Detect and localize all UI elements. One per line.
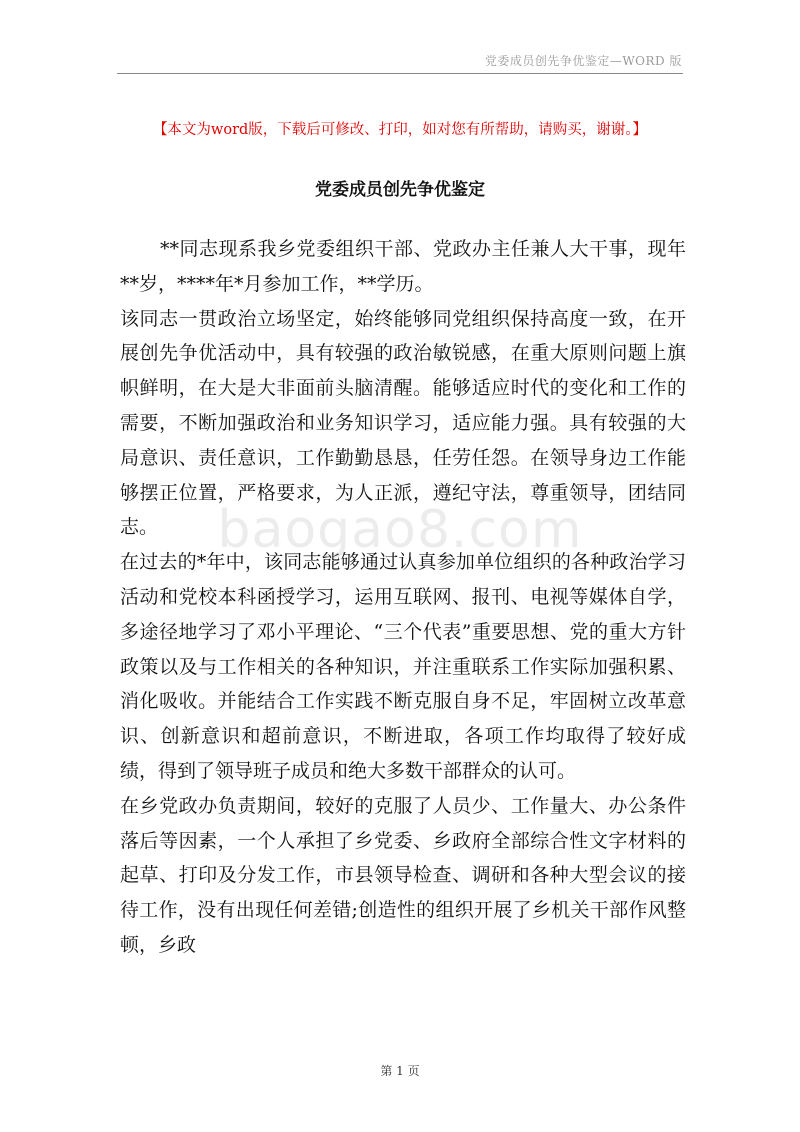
watermark: baogao8.com: [217, 500, 583, 560]
purchase-notice: 【本文为word版，下载后可修改、打印，如对您有所帮助，请购买，谢谢。】: [152, 122, 648, 138]
paragraph-intro: **同志现系我乡党委组织干部、党政办主任兼人大干事，现年**岁，****年*月参加工作，**学历。: [120, 238, 686, 295]
document-title: 党委成员创先争优鉴定: [315, 180, 485, 200]
running-header: 党委成员创先争优鉴定—WORD 版: [484, 54, 682, 68]
paragraph-political-stance: 该同志一贯政治立场坚定，始终能够同党组织保持高度一致，在开展创先争优活动中，具有较强的政治敏锐感，在重大原则问题上旗帜鲜明，在大是大非面前头脑清醒。能够适应时代的变化和工作的需要，不断加强政治和业务知识学习，适应能力强。具有较强的大局意识、责任意识，工作勤勤恳恳，任劳任怨。在领导身边工作能够摆正位置，严格要求，为人正派，遵纪守法，尊重领导，团结同志。: [120, 307, 686, 539]
paragraph-study: 在过去的*年中，该同志能够通过认真参加单位组织的各种政治学习活动和党校本科函授学习，运用互联网、报刊、电视等媒体自学，多途径地学习了邓小平理论、“三个代表”重要思想、党的重大方针政策以及与工作相关的各种知识，并注重联系工作实际加强积累、消化吸收。并能结合工作实践不断克服自身不足，牢固树立改革意识、创新意识和超前意识，不断进取，各项工作均取得了较好成绩，得到了领导班子成员和绝大多数干部群众的认可。: [120, 551, 686, 782]
paragraph-office-work: 在乡党政办负责期间，较好的克服了人员少、工作量大、办公条件落后等因素，一个人承担了乡党委、乡政府全部综合性文字材料的起草、打印及分发工作，市县领导检查、调研和各种大型会议的接待工作，没有出现任何差错;创造性的组织开展了乡机关干部作风整顿，乡政: [120, 794, 686, 956]
header-divider: [117, 73, 683, 74]
document-body: [120, 232, 686, 963]
page-number: 第 1 页: [380, 1064, 420, 1078]
